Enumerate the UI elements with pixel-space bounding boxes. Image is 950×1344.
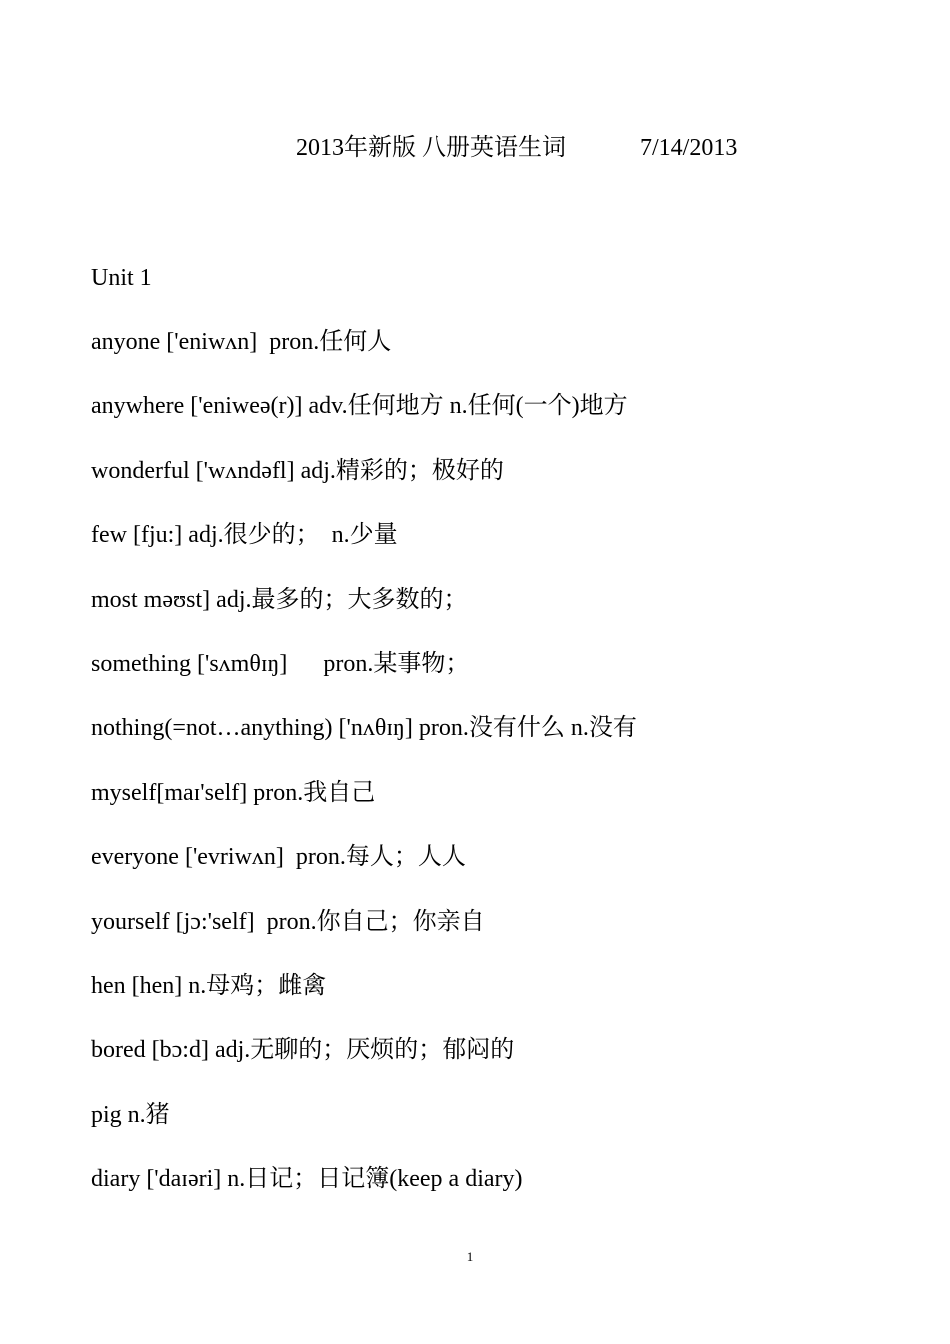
document-date: 7/14/2013 xyxy=(640,135,738,161)
vocabulary-entry: something ['sʌmθɪŋ] pron.某事物； xyxy=(91,650,470,677)
vocabulary-entry: most məʊst] adj.最多的；大多数的； xyxy=(91,586,468,613)
vocabulary-entry: nothing(=not…anything) ['nʌθɪŋ] pron.没有什么 n.没有 xyxy=(91,715,637,742)
vocabulary-entry: pig n.猪 xyxy=(91,1101,170,1128)
document-title: 2013年新版 八册英语生词 xyxy=(296,135,566,161)
vocabulary-entry: few [fju:] adj.很少的； n.少量 xyxy=(91,522,398,549)
vocabulary-entry: anywhere ['eniweə(r)] adv.任何地方 n.任何(一个)地方 xyxy=(91,393,628,420)
vocabulary-entry: myself[maɪ'self] pron.我自己 xyxy=(91,779,376,806)
vocabulary-entry: wonderful ['wʌndəfl] adj.精彩的；极好的 xyxy=(91,457,504,484)
page-number: 1 xyxy=(466,1249,474,1264)
vocabulary-entry: anyone ['eniwʌn] pron.任何人 xyxy=(91,329,392,355)
vocabulary-list xyxy=(91,326,637,1227)
vocabulary-entry: everyone ['evriwʌn] pron.每人；人人 xyxy=(91,844,466,871)
unit-heading: Unit 1 xyxy=(91,265,152,291)
header-row xyxy=(296,132,737,164)
vocabulary-entry: bored [bɔ:d] adj.无聊的；厌烦的；郁闷的 xyxy=(91,1037,515,1064)
vocabulary-entry: yourself [jɔ:'self] pron.你自己；你亲自 xyxy=(91,908,485,935)
vocabulary-entry: diary ['daɪəri] n.日记；日记簿(keep a diary) xyxy=(91,1166,523,1193)
vocabulary-entry: hen [hen] n.母鸡；雌禽 xyxy=(91,972,327,999)
